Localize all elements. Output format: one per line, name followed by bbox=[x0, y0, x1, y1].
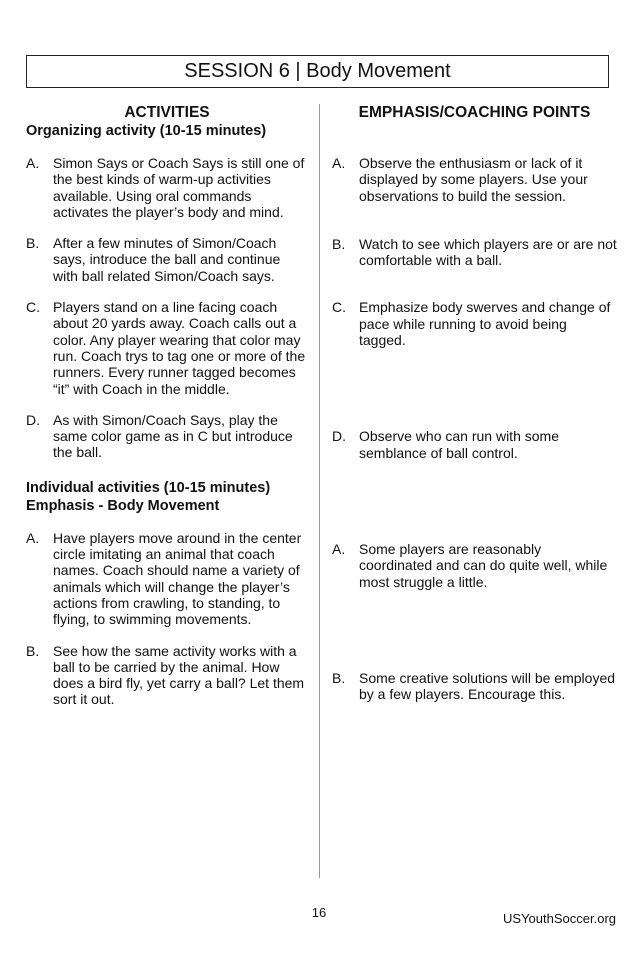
column-divider bbox=[319, 104, 320, 878]
individual-activities-title: Individual activities (10-15 minutes) bbox=[26, 479, 271, 496]
list-item: C. Players stand on a line facing coach about 20 yards away. Coach calls out a color. Any player wearing that color may run. Coach trys to tag one or more of the runners. Every runner tagged becomes “it” with Coach in the middle. bbox=[26, 299, 306, 397]
organizing-activity-title: Organizing activity (10-15 minutes) bbox=[26, 123, 267, 139]
list-item: D. As with Simon/Coach Says, play the same color game as in C but introduce the ball. bbox=[26, 411, 293, 461]
emphasis-subtitle: Emphasis - Body Movement bbox=[26, 497, 220, 514]
list-item: A. Have players move around in the center circle imitating an animal that coach names. Coach should name a variety of animals which will change the player’s actions from crawling, to standing, to flying, to swimming movements. bbox=[26, 529, 302, 628]
list-item: D. Observe who can run with some semblance of ball control. bbox=[332, 428, 559, 461]
page-number: 16 bbox=[311, 905, 327, 920]
footer-website: USYouthSoccer.org bbox=[503, 911, 616, 926]
list-item: B. Watch to see which players are or are not comfortable with a ball. bbox=[332, 235, 617, 269]
list-item: B. Some creative solutions will be employed by a few players. Encourage this. bbox=[332, 669, 616, 703]
coaching-points-heading: EMPHASIS/COACHING POINTS bbox=[358, 104, 591, 121]
coaching-points-column bbox=[332, 104, 617, 702]
list-item: A. Observe the enthusiasm or lack of it displayed by some players. Use your observations to build the session. bbox=[332, 155, 588, 204]
list-item: B. See how the same activity works with a ball to be carried by the animal. How does a bird fly, yet carry a ball? Let them sort it out. bbox=[26, 642, 305, 708]
session-title: SESSION 6 | Body Movement bbox=[26, 55, 609, 88]
list-item: C. Emphasize body swerves and change of pace while running to avoid being tagged. bbox=[332, 299, 611, 349]
activities-heading: ACTIVITIES bbox=[124, 104, 210, 121]
list-item: B. After a few minutes of Simon/Coach says, introduce the ball and continue with ball related Simon/Coach says. bbox=[26, 235, 281, 284]
activities-column bbox=[26, 104, 308, 708]
list-item: A. Simon Says or Coach Says is still one of the best kinds of warm-up activities available. Using oral commands activates the player’s body and mind. bbox=[26, 155, 305, 220]
list-item: A. Some players are reasonably coordinated and can do quite well, while most struggle a little. bbox=[332, 540, 608, 590]
